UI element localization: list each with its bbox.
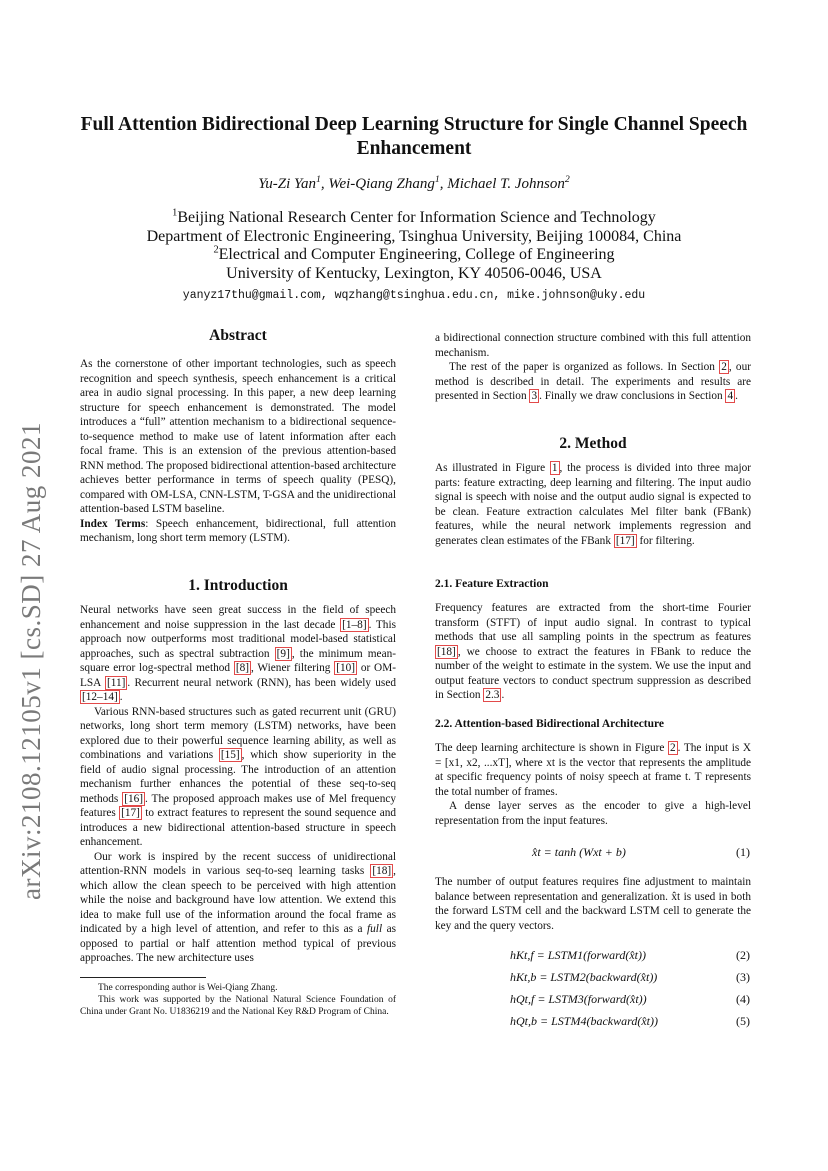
equation-number: (3) [736,970,750,984]
figure-link[interactable]: 1 [551,462,558,474]
subsection-heading-feature-extraction: 2.1. Feature Extraction [435,578,549,590]
intro-paragraph: Our work is inspired by the recent success of unidirectional attention-RNN models in various seq-to-seq learning tasks [18] , which allow the clean speech to be perceived with high attention while the noise and background have low attention. We extend this idea to make full use of the information around the focal frame as indicated by a high level of attention, and refer to this as a full as opposed to partial or half attention method typical of previous approaches. The new architecture uses [80,850,396,964]
section-link[interactable]: 2 [721,361,727,373]
feature-extraction-body [435,601,751,703]
citation-link[interactable]: [9] [276,647,290,660]
intro-paragraph: Neural networks have seen great success in the field of speech enhancement and noise suppression in the last decade [1–8] . This approach now outperforms most traditional model-based statistical approaches, such as spectral subtraction [9] , the minimum mean-square error log-spectral method [8] , Wiener filtering [10] or OM-LSA [11] . Recurrent neural network (RNN), has been widely used [12–14] . [80,604,396,703]
equation-1: x̂t = tanh (Wxt + b) [532,845,626,859]
introduction-heading: 1. Introduction [188,577,288,594]
paper-outline: The rest of the paper is organized as follows. In Section 2 , our method is described in detail. The experiments and results are presented in Section 3 . Finally we draw conclusions in Section 4 . [435,361,751,402]
citation-link[interactable]: [12–14] [82,691,118,703]
feature-paragraph: Frequency features are extracted from the short-time Fourier transform (STFT) of input audio signal. In contrast to typical methods that use all sampling points in the spectrum as features [18] , we choose to extract the features in FBank to reduce the number of the weight to estimate in the system. We use the input and output feature vectors to conduct spectrum suppression as described in Section 2.3 . [435,602,751,701]
subsection-heading-architecture: 2.2. Attention-based Bidirectional Architecture [435,718,665,730]
affiliation-text: Beijing National Research Center for Information Science and Technology [177,209,656,226]
affiliation-line [60,209,768,228]
abstract-body [80,357,396,546]
affiliation-line [60,246,768,265]
equation-number: (4) [736,992,750,1006]
introduction-body [80,603,396,966]
affiliation-line: University of Kentucky, Lexington, KY 40506-0046, USA [226,264,602,282]
equation-4: hQt,f = LSTM3(forward(x̂t)) [510,992,647,1006]
author-name: Wei-Qiang Zhang [328,176,435,192]
citation-link[interactable]: [10] [336,662,356,674]
affil-mark: 1 [172,207,178,219]
equation-number: (1) [736,845,750,859]
architecture-paragraph: A dense layer serves as the encoder to give a high-level representation from the input features. [435,800,751,827]
footnote-rule [80,977,206,978]
intro-continuation: a bidirectional connection structure combined with this full attention mechanism. [435,332,751,359]
citation-link[interactable]: [16] [124,792,144,805]
author-affil-mark: 2 [564,174,570,185]
arxiv-identifier: arXiv:2108.12105v1 [cs.SD] 27 Aug 2021 [16,422,46,900]
architecture-body-cont [435,875,751,933]
author-emails: yanyz17thu@gmail.com, wqzhang@tsinghua.edu.cn, mike.johnson@uky.edu [182,289,646,302]
figure-link[interactable]: 2 [670,742,676,754]
intro-paragraph: Various RNN-based structures such as gated recurrent unit (GRU) networks, long short term memory (LSTM) networks, have been explored due to their powerful sequence learning ability, as well as combinations and variations [15] , which show superiority in the field of audio signal processing. The introduction of an attention mechanism further enhances the potential of these seq-to-seq methods [16] . The proposed approach makes use of Mel frequency features [17] to extract features to represent the sound sequence and introduces a new bidirectional attention-based structure in speech enhancement. [80,705,397,848]
author-list: Yu-Zi Yan$^1$, Wei-Qiang Zhang$^1$, Michael T. Johnson$^2$ [258,174,570,192]
footnotes [80,982,396,1018]
affiliations [60,209,768,283]
method-body [435,461,751,548]
right-column-intro [435,331,751,404]
section-link[interactable]: 2.3 [485,689,500,701]
citation-link[interactable]: [8] [235,662,250,674]
index-terms-text: : Speech enhancement, bidirectional, full attention mechanism, long short term memory (LSTM). [80,517,396,544]
footnote-funding: This work was supported by the National Natural Science Foundation of China under Grant No. U1836219 and the National Key R&D Program of China. [80,995,396,1017]
architecture-body [435,741,751,828]
method-heading: 2. Method [559,435,627,452]
affiliation-text: Electrical and Computer Engineering, College of Engineering [218,246,615,263]
author-affil-mark: 1 [315,174,321,185]
abstract-heading: Abstract [209,327,267,344]
architecture-paragraph: The deep learning architecture is shown in Figure 2 . The input is X = [x1, x2, ...xT], where xt is the vector that represents the amplitude at specific frequency points of noisy speech at frame t. T represents the total number of frames. [435,742,751,798]
affil-mark: 2 [213,244,219,256]
method-paragraph: As illustrated in Figure 1 , the process is divided into three major parts: feature extracting, deep learning and filtering. The input audio signal is speech with noise and the output audio signal is expected to be clean. Feature extraction calculates Mel filter bank (FBank) features, while the neural network implements regression and generates clean estimates of the FBank [17] for filtering. [435,462,751,547]
index-terms-label: Index Terms [80,517,146,530]
citation-link[interactable]: [11] [106,676,126,689]
citation-link[interactable]: [15] [220,749,240,761]
abstract-text: As the cornerstone of other important technologies, such as speech recognition and speech synthesis, speech enhancement is a critical area in audio signal processing. In this paper, a new deep learning structure for speech enhancement is demonstrated. The model introduces a “full” attention mechanism to a bidirectional sequence-to-sequence method to make use of latent information after each focal frame. This is an extension of the previous attention-based RNN method. The proposed bidirectional attention-based architecture achieves better performance in terms of speech quality (PESQ), compared with OM-LSA, CNN-LSTM, T-GSA and the unidirectional attention-based LSTM baseline. [80,358,396,515]
author-name: Yu-Zi Yan [258,176,316,192]
section-link[interactable]: 4 [727,390,734,402]
equation-3: hKt,b = LSTM2(backward(x̂t)) [510,970,658,984]
equation-number: (5) [736,1014,750,1028]
author-affil-mark: 1 [434,174,440,185]
section-link[interactable]: 3 [531,390,538,402]
footnote-corresponding-author: The corresponding author is Wei-Qiang Zhang. [98,983,278,993]
affiliation-line: Department of Electronic Engineering, Tsinghua University, Beijing 100084, China [146,227,682,245]
architecture-paragraph: The number of output features requires fine adjustment to maintain balance between representation and generalization. x̂t is used in both the forward LSTM cell and the backward LSTM cell to generate the key and the query vectors. [435,876,751,932]
index-terms [80,517,396,546]
equation-5: hQt,b = LSTM4(backward(x̂t)) [510,1014,658,1028]
author-name: Michael T. Johnson [447,176,565,192]
citation-link[interactable]: [1–8] [342,618,367,631]
paper-title: Full Attention Bidirectional Deep Learning Structure for Single Channel Speech Enhancement [80,114,748,159]
equation-2: hKt,f = LSTM1(forward(x̂t)) [510,948,646,962]
citation-link[interactable]: [18] [437,645,456,658]
citation-link[interactable]: [18] [372,865,392,877]
equation-number: (2) [736,948,750,962]
citation-link[interactable]: [17] [615,534,635,547]
citation-link[interactable]: [17] [121,807,140,819]
